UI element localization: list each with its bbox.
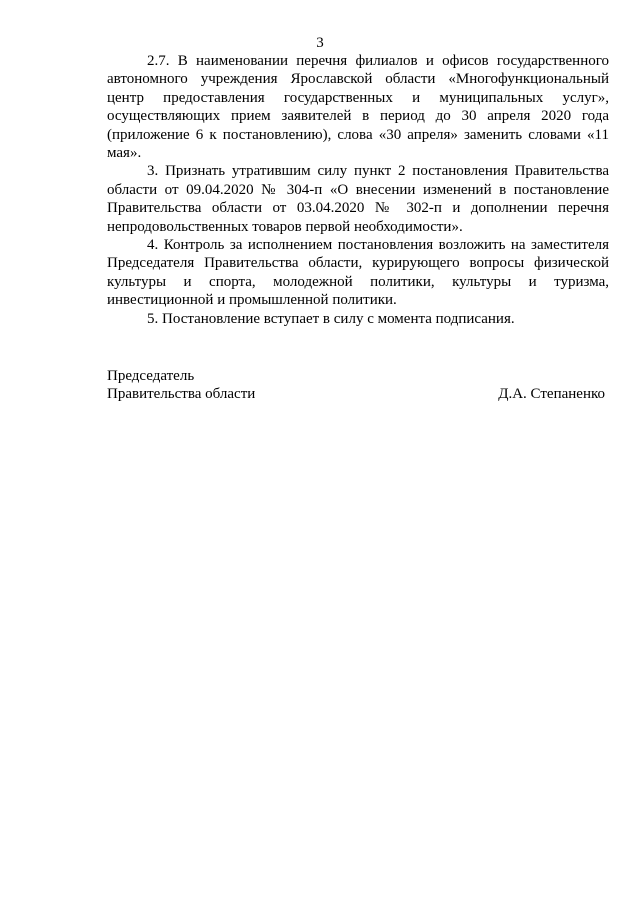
signature-row xyxy=(107,385,605,403)
paragraph-5: 5. Постановление вступает в силу с момента подписания. xyxy=(147,310,515,327)
document-body xyxy=(107,52,609,328)
signatory-title-line1: Председатель xyxy=(107,368,195,384)
paragraph-3: 3. Признать утратившим силу пункт 2 постановления Правительства области от 09.04.2020 № 304-п «О внесении изменений в постановление Правительства области от 03.04.2020 № 302-п и дополнении перечня непродовольственных товаров первой необходимости». xyxy=(107,163,609,235)
signature-block xyxy=(107,367,605,404)
signatory-name: Д.А. Степаненко xyxy=(498,386,605,403)
signatory-title-line2: Правительства области xyxy=(107,386,256,403)
paragraph-2-7: 2.7. В наименовании перечня филиалов и офисов государственного автономного учреждения Ярославской области «Многофункциональный центр предоставления государственных и муниципальных услуг», осуществляющих прием заявителей в период до 30 апреля 2020 года (приложение 6 к постановлению), слова «30 апреля» заменить словами «11 мая». xyxy=(107,53,609,162)
paragraph-4: 4. Контроль за исполнением постановления возложить на заместителя Председателя Правительства области, курирующего вопросы физической культуры и спорта, молодежной политики, культуры и туризма, инвестиционной и промышленной политики. xyxy=(107,237,609,309)
page-number: 3 xyxy=(316,35,324,51)
